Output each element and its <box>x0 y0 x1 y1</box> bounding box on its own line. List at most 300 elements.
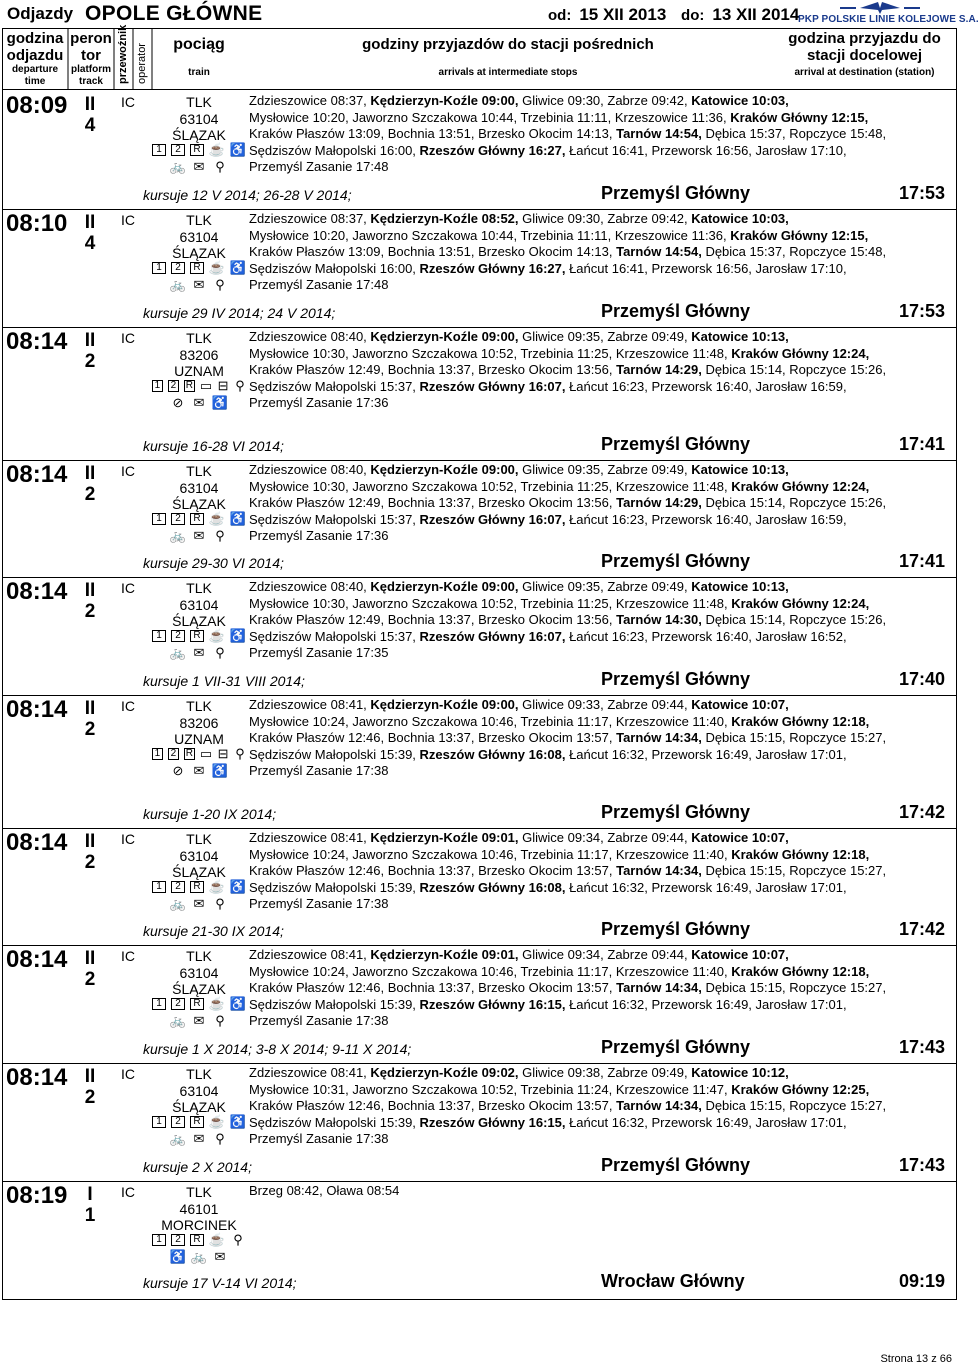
2-icon: 2 <box>171 1234 185 1246</box>
train-info <box>152 948 246 998</box>
brand-text: PKP POLSKIE LINIE KOLEJOWE S.A. <box>798 14 979 25</box>
station-name: OPOLE GŁÓWNE <box>85 2 263 25</box>
1-icon: 1 <box>152 380 163 392</box>
platform-number: II <box>84 1066 96 1087</box>
train-name: ŚLĄZAK <box>172 1099 226 1115</box>
train-info <box>152 580 246 630</box>
stops-line: Sędziszów Małopolski 15:39, Rzeszów Główny 16:08, Łańcut 16:32, Przeworsk 16:49, Jarosław 17:01, <box>249 879 847 895</box>
stops-line: Zdzieszowice 08:41, Kędzierzyn-Koźle 09:01, Gliwice 09:34, Zabrze 09:44, Katowice 10:07, <box>249 947 789 962</box>
running-days: kursuje 21-30 IX 2014; <box>143 923 284 939</box>
train-name: ŚLĄZAK <box>172 496 226 512</box>
stops-line: Mysłowice 10:24, Jaworzno Szczakowa 10:46, Trzebinia 11:17, Krzeszowice 11:40, Kraków Główny 12:18, <box>249 846 870 862</box>
departure-time: 08:14 <box>6 578 68 605</box>
coffee-icon: ☕ <box>208 996 226 1011</box>
intermediate-stops <box>249 697 954 780</box>
1-icon: 1 <box>152 630 166 642</box>
R-icon: R <box>185 748 193 759</box>
operator-code: IC <box>121 1184 135 1200</box>
stroller-icon: ⚲ <box>235 746 245 761</box>
major-stop: Kraków Główny 12:24, <box>731 595 870 611</box>
intermediate-stops <box>249 947 954 1030</box>
train-category: TLK <box>186 330 212 346</box>
platform-number: II <box>84 948 96 969</box>
major-stop: Kraków Główny 12:24, <box>731 345 870 361</box>
stops-line: Kraków Płaszów 12:46, Bochnia 13:37, Brzesko Okocim 13:57, Tarnów 14:34, Dębica 15:15, Ropczyce 15:27, <box>249 1098 887 1114</box>
stops-line: Brzeg 08:42, Oława 08:54 <box>249 1183 400 1198</box>
destination-station: Wrocław Główny <box>601 1271 745 1291</box>
mail-icon: ✉ <box>193 1131 205 1146</box>
major-stop: Kraków Główny 12:18, <box>731 846 870 862</box>
amenity-icons-row <box>152 380 246 392</box>
departure-entry <box>0 328 960 461</box>
major-stop: Tarnów 14:54, <box>616 244 702 260</box>
1-icon: 1 <box>152 144 166 156</box>
stops-line: Kraków Płaszów 12:49, Bochnia 13:37, Brzesko Okocim 13:56, Tarnów 14:30, Dębica 15:14, Ropczyce 15:26, <box>249 612 887 628</box>
amenity-icons-row <box>152 647 246 659</box>
platform-number: II <box>84 330 96 351</box>
train-info <box>152 212 246 262</box>
departure-entry <box>0 1182 960 1298</box>
platform-number: II <box>84 212 96 233</box>
col-time-pl: godzina odjazdu <box>6 30 64 64</box>
arrival-time: 17:53 <box>898 301 945 321</box>
col-dest-pl: godzina przyjazdu do stacji docelowej <box>788 30 941 64</box>
col-stops-pl: godziny przyjazdów do stacji pośrednich <box>362 36 654 53</box>
amenity-icons-row <box>152 630 246 642</box>
coffee-icon: ☕ <box>208 511 226 526</box>
major-stop: Rzeszów Główny 16:15, <box>419 996 566 1012</box>
major-stop: Kędzierzyn-Koźle 09:01, <box>370 830 519 845</box>
col-carrier-en: operator <box>136 43 148 84</box>
2-icon: 2 <box>171 630 185 642</box>
track-number: 4 <box>84 233 96 254</box>
R-icon: R <box>190 1234 204 1246</box>
arrival-time: 17:53 <box>898 183 945 203</box>
mail-icon: ✉ <box>193 395 205 410</box>
destination-station: Przemyśl Główny <box>601 919 751 939</box>
stroller-icon: ⚲ <box>215 277 225 292</box>
2-icon: 2 <box>171 144 185 156</box>
R-icon: R <box>190 144 204 156</box>
stops-line: Przemyśl Zasanie 17:38 <box>249 763 389 779</box>
bicycle-icon: 🚲 <box>169 159 187 174</box>
amenity-icons-row <box>152 513 246 525</box>
platform-number: II <box>84 580 96 601</box>
major-stop: Rzeszów Główny 16:07, <box>419 511 566 527</box>
validity-period <box>548 5 809 25</box>
train-number: 46101 <box>179 1200 219 1217</box>
amenity-icons-row <box>152 530 246 542</box>
intermediate-stops <box>249 93 954 176</box>
stops-line: Przemyśl Zasanie 17:36 <box>249 528 389 544</box>
running-days: kursuje 1 VII-31 VIII 2014; <box>143 673 305 689</box>
major-stop: Katowice 10:07, <box>691 947 789 962</box>
coffee-icon: ☕ <box>208 628 226 643</box>
destination-station: Przemyśl Główny <box>601 183 751 203</box>
stops-line: Mysłowice 10:31, Jaworzno Szczakowa 10:52, Trzebinia 11:24, Krzeszowice 11:47, Kraków Główny 12:25, <box>249 1081 870 1097</box>
major-stop: Tarnów 14:30, <box>616 612 702 628</box>
departure-time: 08:14 <box>6 696 68 723</box>
destination-station: Przemyśl Główny <box>601 802 751 822</box>
stops-line: Kraków Płaszów 12:46, Bochnia 13:37, Brzesko Okocim 13:57, Tarnów 14:34, Dębica 15:15, Ropczyce 15:27, <box>249 980 887 996</box>
major-stop: Tarnów 14:54, <box>616 126 702 142</box>
major-stop: Tarnów 14:34, <box>616 980 702 996</box>
1-icon: 1 <box>152 1234 166 1246</box>
train-number: 63104 <box>179 847 219 864</box>
stops-line: Zdzieszowice 08:41, Kędzierzyn-Koźle 09:01, Gliwice 09:34, Zabrze 09:44, Katowice 10:07, <box>249 830 789 845</box>
bed-icon: ▭ <box>199 746 213 761</box>
departure-entry <box>0 210 960 328</box>
departure-time: 08:19 <box>6 1182 68 1209</box>
stops-line: Zdzieszowice 08:41, Kędzierzyn-Koźle 09:02, Gliwice 09:38, Zabrze 09:49, Katowice 10:12, <box>249 1065 789 1080</box>
stops-line: Zdzieszowice 08:40, Kędzierzyn-Koźle 09:00, Gliwice 09:35, Zabrze 09:49, Katowice 10:13, <box>249 462 789 477</box>
intermediate-stops <box>249 462 954 545</box>
intermediate-stops <box>249 1183 954 1200</box>
R-icon: R <box>190 630 204 642</box>
stops-line: Sędziszów Małopolski 15:39, Rzeszów Główny 16:08, Łańcut 16:32, Przeworsk 16:49, Jarosław 17:01, <box>249 746 847 762</box>
amenity-icons-row <box>152 748 246 760</box>
amenity-icons-row <box>152 1251 246 1263</box>
1-icon: 1 <box>152 881 166 893</box>
running-days: kursuje 17 V-14 VI 2014; <box>143 1275 297 1291</box>
wheelchair-icon: ♿ <box>229 511 247 526</box>
major-stop: Kraków Główny 12:15, <box>730 109 869 125</box>
stops-line: Sędziszów Małopolski 16:00, Rzeszów Główny 16:27, Łańcut 16:41, Przeworsk 16:56, Jarosław 17:10, <box>249 260 847 276</box>
operator-code: IC <box>121 831 135 847</box>
destination-station: Przemyśl Główny <box>601 1037 751 1057</box>
train-number: 83206 <box>179 714 219 731</box>
mail-icon: ✉ <box>193 528 205 543</box>
train-category: TLK <box>186 212 212 228</box>
2-icon: 2 <box>171 998 185 1010</box>
amenity-icons-row <box>152 161 246 173</box>
major-stop: Katowice 10:07, <box>691 830 789 845</box>
stops-line: Zdzieszowice 08:37, Kędzierzyn-Koźle 09:00, Gliwice 09:30, Zabrze 09:42, Katowice 10:03, <box>249 93 789 108</box>
major-stop: Tarnów 14:29, <box>616 362 702 378</box>
major-stop: Katowice 10:12, <box>691 1065 789 1080</box>
major-stop: Tarnów 14:29, <box>616 495 702 511</box>
major-stop: Rzeszów Główny 16:27, <box>419 142 566 158</box>
wheelchair-icon: ♿ <box>169 1249 187 1264</box>
train-info <box>152 831 246 881</box>
stops-line: Sędziszów Małopolski 15:39, Rzeszów Główny 16:15, Łańcut 16:32, Przeworsk 16:49, Jarosław 17:01, <box>249 1114 847 1130</box>
wheelchair-icon: ♿ <box>211 395 229 410</box>
column-header <box>2 24 957 90</box>
amenity-icons-row <box>152 144 246 156</box>
major-stop: Kraków Główny 12:18, <box>731 713 870 729</box>
destination-station: Przemyśl Główny <box>601 669 751 689</box>
track-number: 2 <box>84 852 96 873</box>
stops-line: Przemyśl Zasanie 17:38 <box>249 1013 389 1029</box>
bed-icon: ▭ <box>199 378 213 393</box>
departure-time: 08:10 <box>6 210 68 237</box>
from-date: 15 XII 2013 <box>579 5 667 24</box>
1-icon: 1 <box>152 262 166 274</box>
major-stop: Kędzierzyn-Koźle 09:00, <box>370 329 519 344</box>
platform-number: II <box>84 698 96 719</box>
train-number: 63104 <box>179 596 219 613</box>
arrival-time: 17:40 <box>898 669 945 689</box>
stops-line: Kraków Płaszów 13:09, Bochnia 13:51, Brzesko Okocim 14:13, Tarnów 14:54, Dębica 15:37, Ropczyce 15:48, <box>249 244 887 260</box>
train-category: TLK <box>186 948 212 964</box>
platform-number: II <box>84 94 96 115</box>
operator-code: IC <box>121 94 135 110</box>
major-stop: Rzeszów Główny 16:07, <box>419 378 566 394</box>
major-stop: Kędzierzyn-Koźle 09:00, <box>370 462 519 477</box>
major-stop: Katowice 10:13, <box>691 329 789 344</box>
stops-line: Przemyśl Zasanie 17:38 <box>249 896 389 912</box>
stops-line: Sędziszów Małopolski 15:39, Rzeszów Główny 16:15, Łańcut 16:32, Przeworsk 16:49, Jarosław 17:01, <box>249 996 847 1012</box>
departure-entry <box>0 1064 960 1182</box>
stops-line: Kraków Płaszów 12:46, Bochnia 13:37, Brzesko Okocim 13:57, Tarnów 14:34, Dębica 15:15, Ropczyce 15:27, <box>249 730 887 746</box>
train-info <box>152 1184 246 1234</box>
stroller-icon: ⚲ <box>215 896 225 911</box>
operator-code: IC <box>121 580 135 596</box>
stops-line: Zdzieszowice 08:37, Kędzierzyn-Koźle 08:52, Gliwice 09:30, Zabrze 09:42, Katowice 10:03, <box>249 211 789 226</box>
train-number: 63104 <box>179 964 219 981</box>
2-icon: 2 <box>171 262 185 274</box>
stops-line: Kraków Płaszów 12:49, Bochnia 13:37, Brzesko Okocim 13:56, Tarnów 14:29, Dębica 15:14, Ropczyce 15:26, <box>249 362 887 378</box>
stops-line: Kraków Płaszów 13:09, Bochnia 13:51, Brzesko Okocim 14:13, Tarnów 14:54, Dębica 15:37, Ropczyce 15:48, <box>249 126 887 142</box>
arrival-time: 17:41 <box>898 434 945 454</box>
mail-icon: ✉ <box>193 896 205 911</box>
major-stop: Kędzierzyn-Koźle 09:00, <box>370 93 519 108</box>
departure-time: 08:14 <box>6 829 68 856</box>
departure-entry <box>0 92 960 210</box>
bicycle-icon: 🚲 <box>169 1131 187 1146</box>
train-info <box>152 463 246 513</box>
mail-icon: ✉ <box>193 763 205 778</box>
coffee-icon: ☕ <box>208 1232 226 1247</box>
coffee-icon: ☕ <box>208 142 226 157</box>
wheelchair-icon: ♿ <box>229 142 247 157</box>
intermediate-stops <box>249 1065 954 1148</box>
train-category: TLK <box>186 94 212 110</box>
stroller-icon: ⚲ <box>215 159 225 174</box>
mail-icon: ✉ <box>193 159 205 174</box>
major-stop: Rzeszów Główny 16:15, <box>419 1114 566 1130</box>
bicycle-icon: 🚲 <box>169 528 187 543</box>
train-category: TLK <box>186 831 212 847</box>
departure-entry <box>0 829 960 946</box>
2-icon: 2 <box>168 380 179 392</box>
stops-line: Przemyśl Zasanie 17:36 <box>249 395 389 411</box>
track-number: 1 <box>84 1205 96 1226</box>
departure-time: 08:09 <box>6 92 68 119</box>
departure-entry <box>0 461 960 578</box>
col-stops-en: arrivals at intermediate stops <box>438 67 578 78</box>
pkp-logo <box>798 0 979 30</box>
destination-station: Przemyśl Główny <box>601 434 751 454</box>
departure-entry <box>0 696 960 829</box>
track-number: 4 <box>84 115 96 136</box>
col-carrier-pl: przewoźnik <box>117 24 129 84</box>
2-icon: 2 <box>171 513 185 525</box>
R-icon: R <box>190 262 204 274</box>
amenity-icons-row <box>152 262 246 274</box>
major-stop: Katowice 10:13, <box>691 579 789 594</box>
stops-line: Sędziszów Małopolski 15:37, Rzeszów Główny 16:07, Łańcut 16:23, Przeworsk 16:40, Jarosław 16:52, <box>249 628 847 644</box>
train-name: ŚLĄZAK <box>172 245 226 261</box>
train-info <box>152 330 246 380</box>
stops-line: Mysłowice 10:20, Jaworzno Szczakowa 10:44, Trzebinia 11:11, Krzeszowice 11:36, Kraków Główny 12:15, <box>249 227 869 243</box>
running-days: kursuje 1 X 2014; 3-8 X 2014; 9-11 X 2014; <box>143 1041 412 1057</box>
destination-station: Przemyśl Główny <box>601 551 751 571</box>
2-icon: 2 <box>171 1116 185 1128</box>
major-stop: Katowice 10:03, <box>691 93 789 108</box>
stops-line: Mysłowice 10:30, Jaworzno Szczakowa 10:52, Trzebinia 11:25, Krzeszowice 11:48, Kraków Główny 12:24, <box>249 345 870 361</box>
2-icon: 2 <box>168 748 179 760</box>
major-stop: Tarnów 14:34, <box>616 730 702 746</box>
stroller-icon: ⚲ <box>215 645 225 660</box>
stops-line: Zdzieszowice 08:40, Kędzierzyn-Koźle 09:00, Gliwice 09:35, Zabrze 09:49, Katowice 10:13, <box>249 329 789 344</box>
coffee-icon: ☕ <box>208 879 226 894</box>
stops-line: Mysłowice 10:20, Jaworzno Szczakowa 10:44, Trzebinia 11:11, Krzeszowice 11:36, Kraków Główny 12:15, <box>249 109 869 125</box>
stops-line: Mysłowice 10:24, Jaworzno Szczakowa 10:46, Trzebinia 11:17, Krzeszowice 11:40, Kraków Główny 12:18, <box>249 713 870 729</box>
amenity-icons-row <box>152 1116 246 1128</box>
running-days: kursuje 12 V 2014; 26-28 V 2014; <box>143 187 352 203</box>
major-stop: Rzeszów Główny 16:08, <box>419 879 566 895</box>
amenity-icons-row <box>152 1015 246 1027</box>
arrival-time: 17:43 <box>898 1155 945 1175</box>
intermediate-stops <box>249 329 954 412</box>
stroller-icon: ⚲ <box>235 378 245 393</box>
train-number: 83206 <box>179 346 219 363</box>
amenity-icons-row <box>152 1133 246 1145</box>
major-stop: Kędzierzyn-Koźle 09:00, <box>370 697 519 712</box>
departure-entry <box>0 578 960 696</box>
train-name: ŚLĄZAK <box>172 127 226 143</box>
major-stop: Kraków Główny 12:25, <box>731 1081 870 1097</box>
intermediate-stops <box>249 579 954 662</box>
major-stop: Katowice 10:13, <box>691 462 789 477</box>
col-train-pl: pociąg <box>173 36 225 53</box>
page-number: Strona 13 z 66 <box>880 1353 952 1365</box>
stops-line: Przemyśl Zasanie 17:48 <box>249 277 389 293</box>
1-icon: 1 <box>152 513 166 525</box>
running-days: kursuje 2 X 2014; <box>143 1159 252 1175</box>
no-smoking-icon: ⊘ <box>172 395 184 410</box>
col-train-en: train <box>188 67 210 78</box>
operator-code: IC <box>121 698 135 714</box>
platform-number: I <box>87 1184 93 1205</box>
arrival-time: 17:42 <box>898 802 945 822</box>
stops-line: Mysłowice 10:24, Jaworzno Szczakowa 10:46, Trzebinia 11:17, Krzeszowice 11:40, Kraków Główny 12:18, <box>249 963 870 979</box>
departure-time: 08:14 <box>6 461 68 488</box>
train-info <box>152 1066 246 1116</box>
stops-line: Sędziszów Małopolski 15:37, Rzeszów Główny 16:07, Łańcut 16:23, Przeworsk 16:40, Jarosław 16:59, <box>249 378 847 394</box>
train-name: UZNAM <box>174 363 224 379</box>
major-stop: Katowice 10:07, <box>691 697 789 712</box>
bicycle-icon: 🚲 <box>169 1013 187 1028</box>
col-time-en: departure time <box>11 64 59 87</box>
major-stop: Kraków Główny 12:24, <box>731 478 870 494</box>
stops-line: Sędziszów Małopolski 15:37, Rzeszów Główny 16:07, Łańcut 16:23, Przeworsk 16:40, Jarosław 16:59, <box>249 511 847 527</box>
departure-time: 08:14 <box>6 946 68 973</box>
wheelchair-icon: ♿ <box>229 879 247 894</box>
amenity-icons-row <box>152 1234 246 1246</box>
arrival-time: 09:19 <box>898 1271 945 1291</box>
major-stop: Rzeszów Główny 16:08, <box>419 746 566 762</box>
operator-code: IC <box>121 948 135 964</box>
train-category: TLK <box>186 1184 212 1200</box>
bicycle-icon: 🚲 <box>169 277 187 292</box>
departure-time: 08:14 <box>6 328 68 355</box>
stops-line: Mysłowice 10:30, Jaworzno Szczakowa 10:52, Trzebinia 11:25, Krzeszowice 11:48, Kraków Główny 12:24, <box>249 478 870 494</box>
major-stop: Tarnów 14:34, <box>616 863 702 879</box>
track-number: 2 <box>84 484 96 505</box>
col-dest-en: arrival at destination (station) <box>794 67 935 78</box>
mail-icon: ✉ <box>193 645 205 660</box>
from-label: od: <box>548 7 572 24</box>
major-stop: Kędzierzyn-Koźle 09:00, <box>370 579 519 594</box>
operator-code: IC <box>121 330 135 346</box>
operator-code: IC <box>121 212 135 228</box>
R-icon: R <box>190 513 204 525</box>
running-days: kursuje 29-30 VI 2014; <box>143 555 284 571</box>
operator-code: IC <box>121 463 135 479</box>
no-smoking-icon: ⊘ <box>172 763 184 778</box>
wheelchair-icon: ♿ <box>211 763 229 778</box>
track-number: 2 <box>84 351 96 372</box>
track-number: 2 <box>84 719 96 740</box>
stops-line: Przemyśl Zasanie 17:48 <box>249 159 389 175</box>
col-track-en: platform track <box>71 64 111 87</box>
train-name: ŚLĄZAK <box>172 864 226 880</box>
major-stop: Kędzierzyn-Koźle 09:02, <box>370 1065 519 1080</box>
amenity-icons-row <box>152 279 246 291</box>
destination-station: Przemyśl Główny <box>601 1155 751 1175</box>
R-icon: R <box>190 881 204 893</box>
departure-entry <box>0 946 960 1064</box>
track-number: 2 <box>84 969 96 990</box>
train-info <box>152 94 246 144</box>
col-track-pl: peron tor <box>70 30 112 64</box>
to-label: do: <box>681 7 705 24</box>
stroller-icon: ⚲ <box>215 1131 225 1146</box>
track-number: 2 <box>84 1087 96 1108</box>
wheelchair-icon: ♿ <box>229 1114 247 1129</box>
2-icon: 2 <box>171 881 185 893</box>
platform-number: II <box>84 831 96 852</box>
platform-number: II <box>84 463 96 484</box>
amenity-icons-row <box>152 397 246 409</box>
stops-line: Kraków Płaszów 12:46, Bochnia 13:37, Brzesko Okocim 13:57, Tarnów 14:34, Dębica 15:15, Ropczyce 15:27, <box>249 863 887 879</box>
major-stop: Kędzierzyn-Koźle 09:01, <box>370 947 519 962</box>
stops-line: Mysłowice 10:30, Jaworzno Szczakowa 10:52, Trzebinia 11:25, Krzeszowice 11:48, Kraków Główny 12:24, <box>249 595 870 611</box>
amenity-icons-row <box>152 765 246 777</box>
train-name: UZNAM <box>174 731 224 747</box>
1-icon: 1 <box>152 748 163 760</box>
board-type-label: Odjazdy <box>7 4 74 23</box>
bicycle-icon: 🚲 <box>169 896 187 911</box>
track-number: 2 <box>84 601 96 622</box>
train-number: 63104 <box>179 110 219 127</box>
departure-time: 08:14 <box>6 1064 68 1091</box>
coffee-icon: ☕ <box>208 260 226 275</box>
1-icon: 1 <box>152 1116 166 1128</box>
couchette-icon: ⊟ <box>217 378 229 393</box>
major-stop: Rzeszów Główny 16:27, <box>419 260 566 276</box>
stops-line: Przemyśl Zasanie 17:35 <box>249 645 389 661</box>
wheelchair-icon: ♿ <box>229 996 247 1011</box>
train-name: ŚLĄZAK <box>172 613 226 629</box>
major-stop: Kraków Główny 12:15, <box>730 227 869 243</box>
operator-code: IC <box>121 1066 135 1082</box>
amenity-icons-row <box>152 898 246 910</box>
header-grid-lines <box>2 28 957 90</box>
train-number: 63104 <box>179 479 219 496</box>
